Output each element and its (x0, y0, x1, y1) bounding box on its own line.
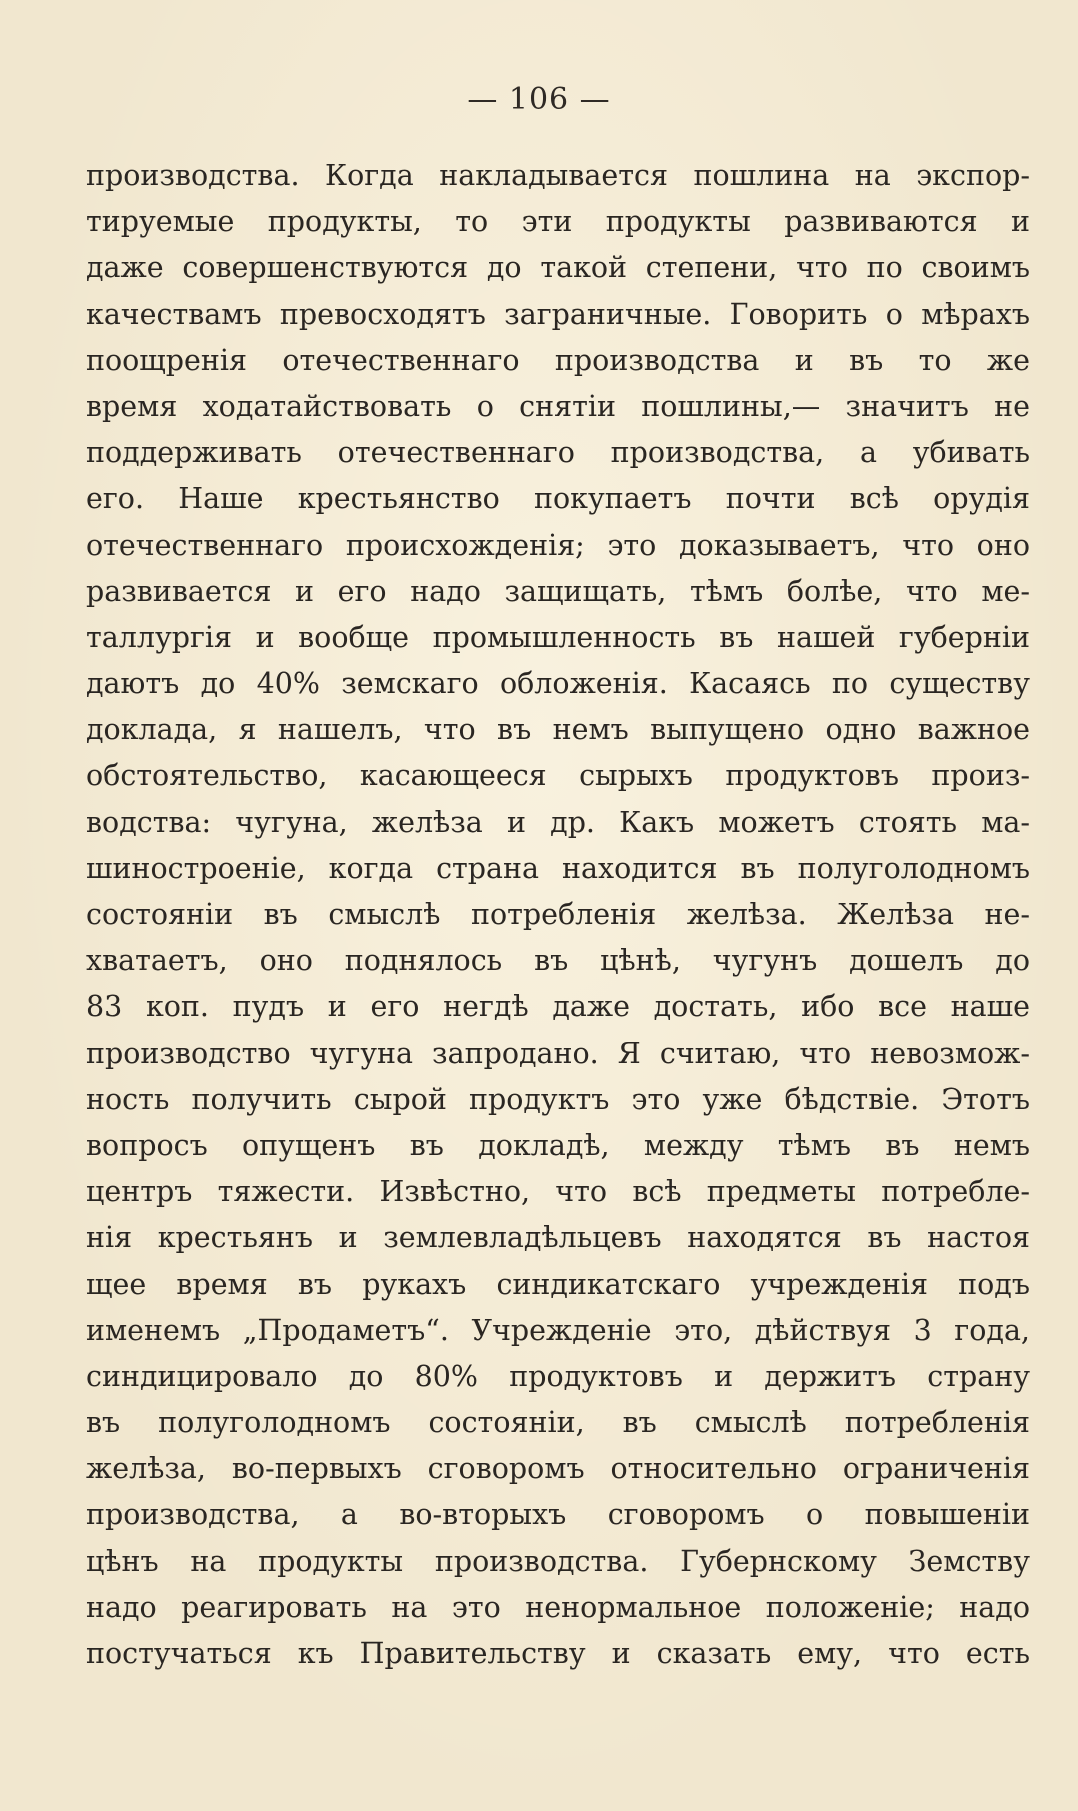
text-line: даютъ до 40% земскаго обложенія. Касаясь по существу (86, 667, 1030, 701)
text-line: желѣза, во-первыхъ сговоромъ относительно ограниченія (86, 1452, 1030, 1486)
text-line: развивается и его надо защищать, тѣмъ болѣе, что ме- (86, 574, 1030, 608)
text-line: обстоятельство, касающееся сырыхъ продуктовъ произ- (86, 759, 1030, 793)
text-line: качествамъ превосходятъ заграничные. Говорить о мѣрахъ (86, 297, 1030, 331)
text-line: его. Наше крестьянство покупаетъ почти всѣ орудія (86, 482, 1030, 516)
text-line: производства. Когда накладывается пошлина на экспор- (86, 159, 1030, 192)
text-line: даже совершенствуются до такой степени, что по своимъ (86, 251, 1030, 285)
text-line: водства: чугуна, желѣза и др. Какъ можетъ стоять ма- (86, 805, 1030, 839)
text-line: цѣнъ на продукты производства. Губернскому Земству (86, 1544, 1030, 1578)
text-line: поддерживать отечественнаго производства, а убивать (86, 436, 1030, 470)
text-line: тируемые продукты, то эти продукты развиваются и (86, 205, 1030, 239)
text-line: постучаться къ Правительству и сказать ему, что есть (86, 1637, 1030, 1670)
text-line: синдицировало до 80% продуктовъ и держитъ страну (86, 1359, 1030, 1393)
text-line: шиностроеніе, когда страна находится въ полуголодномъ (86, 851, 1030, 885)
text-line: щее время въ рукахъ синдикатскаго учрежденія подъ (86, 1267, 1030, 1301)
text-line: отечественнаго происхожденія; это доказываетъ, что оно (86, 528, 1030, 562)
text-line: ность получить сырой продуктъ это уже бѣдствіе. Этотъ (86, 1082, 1030, 1116)
text-line: хватаетъ, оно поднялось въ цѣнѣ, чугунъ дошелъ до (86, 944, 1030, 978)
text-line: въ полуголодномъ состояніи, въ смыслѣ потребленія (86, 1406, 1030, 1440)
page-number: — 106 — (467, 82, 611, 117)
text-line: производства, а во-вторыхъ сговоромъ о повышеніи (86, 1498, 1030, 1532)
body-text (86, 153, 1030, 1677)
text-line: вопросъ опущенъ въ докладѣ, между тѣмъ въ немъ (86, 1128, 1030, 1162)
text-line: 83 коп. пудъ и его негдѣ даже достать, ибо все наше (86, 990, 1030, 1024)
text-line: время ходатайствовать о снятіи пошлины,— значитъ не (86, 389, 1030, 423)
text-line: производство чугуна запродано. Я считаю, что невозмож- (86, 1036, 1030, 1070)
text-line: именемъ „Продаметъ“. Учрежденіе это, дѣйствуя 3 года, (86, 1313, 1030, 1347)
text-line: надо реагировать на это ненормальное положеніе; надо (86, 1590, 1030, 1624)
text-line: доклада, я нашелъ, что въ немъ выпущено одно важное (86, 713, 1030, 747)
text-line: центръ тяжести. Извѣстно, что всѣ предметы потребле- (86, 1175, 1030, 1209)
text-line: нія крестьянъ и землевладѣльцевъ находятся въ настоя (86, 1221, 1030, 1255)
text-line: таллургія и вообще промышленность въ нашей губерніи (86, 620, 1030, 654)
text-line: поощренія отечественнаго производства и въ то же (86, 343, 1030, 377)
text-line: состояніи въ смыслѣ потребленія желѣза. Желѣза не- (86, 898, 1030, 931)
